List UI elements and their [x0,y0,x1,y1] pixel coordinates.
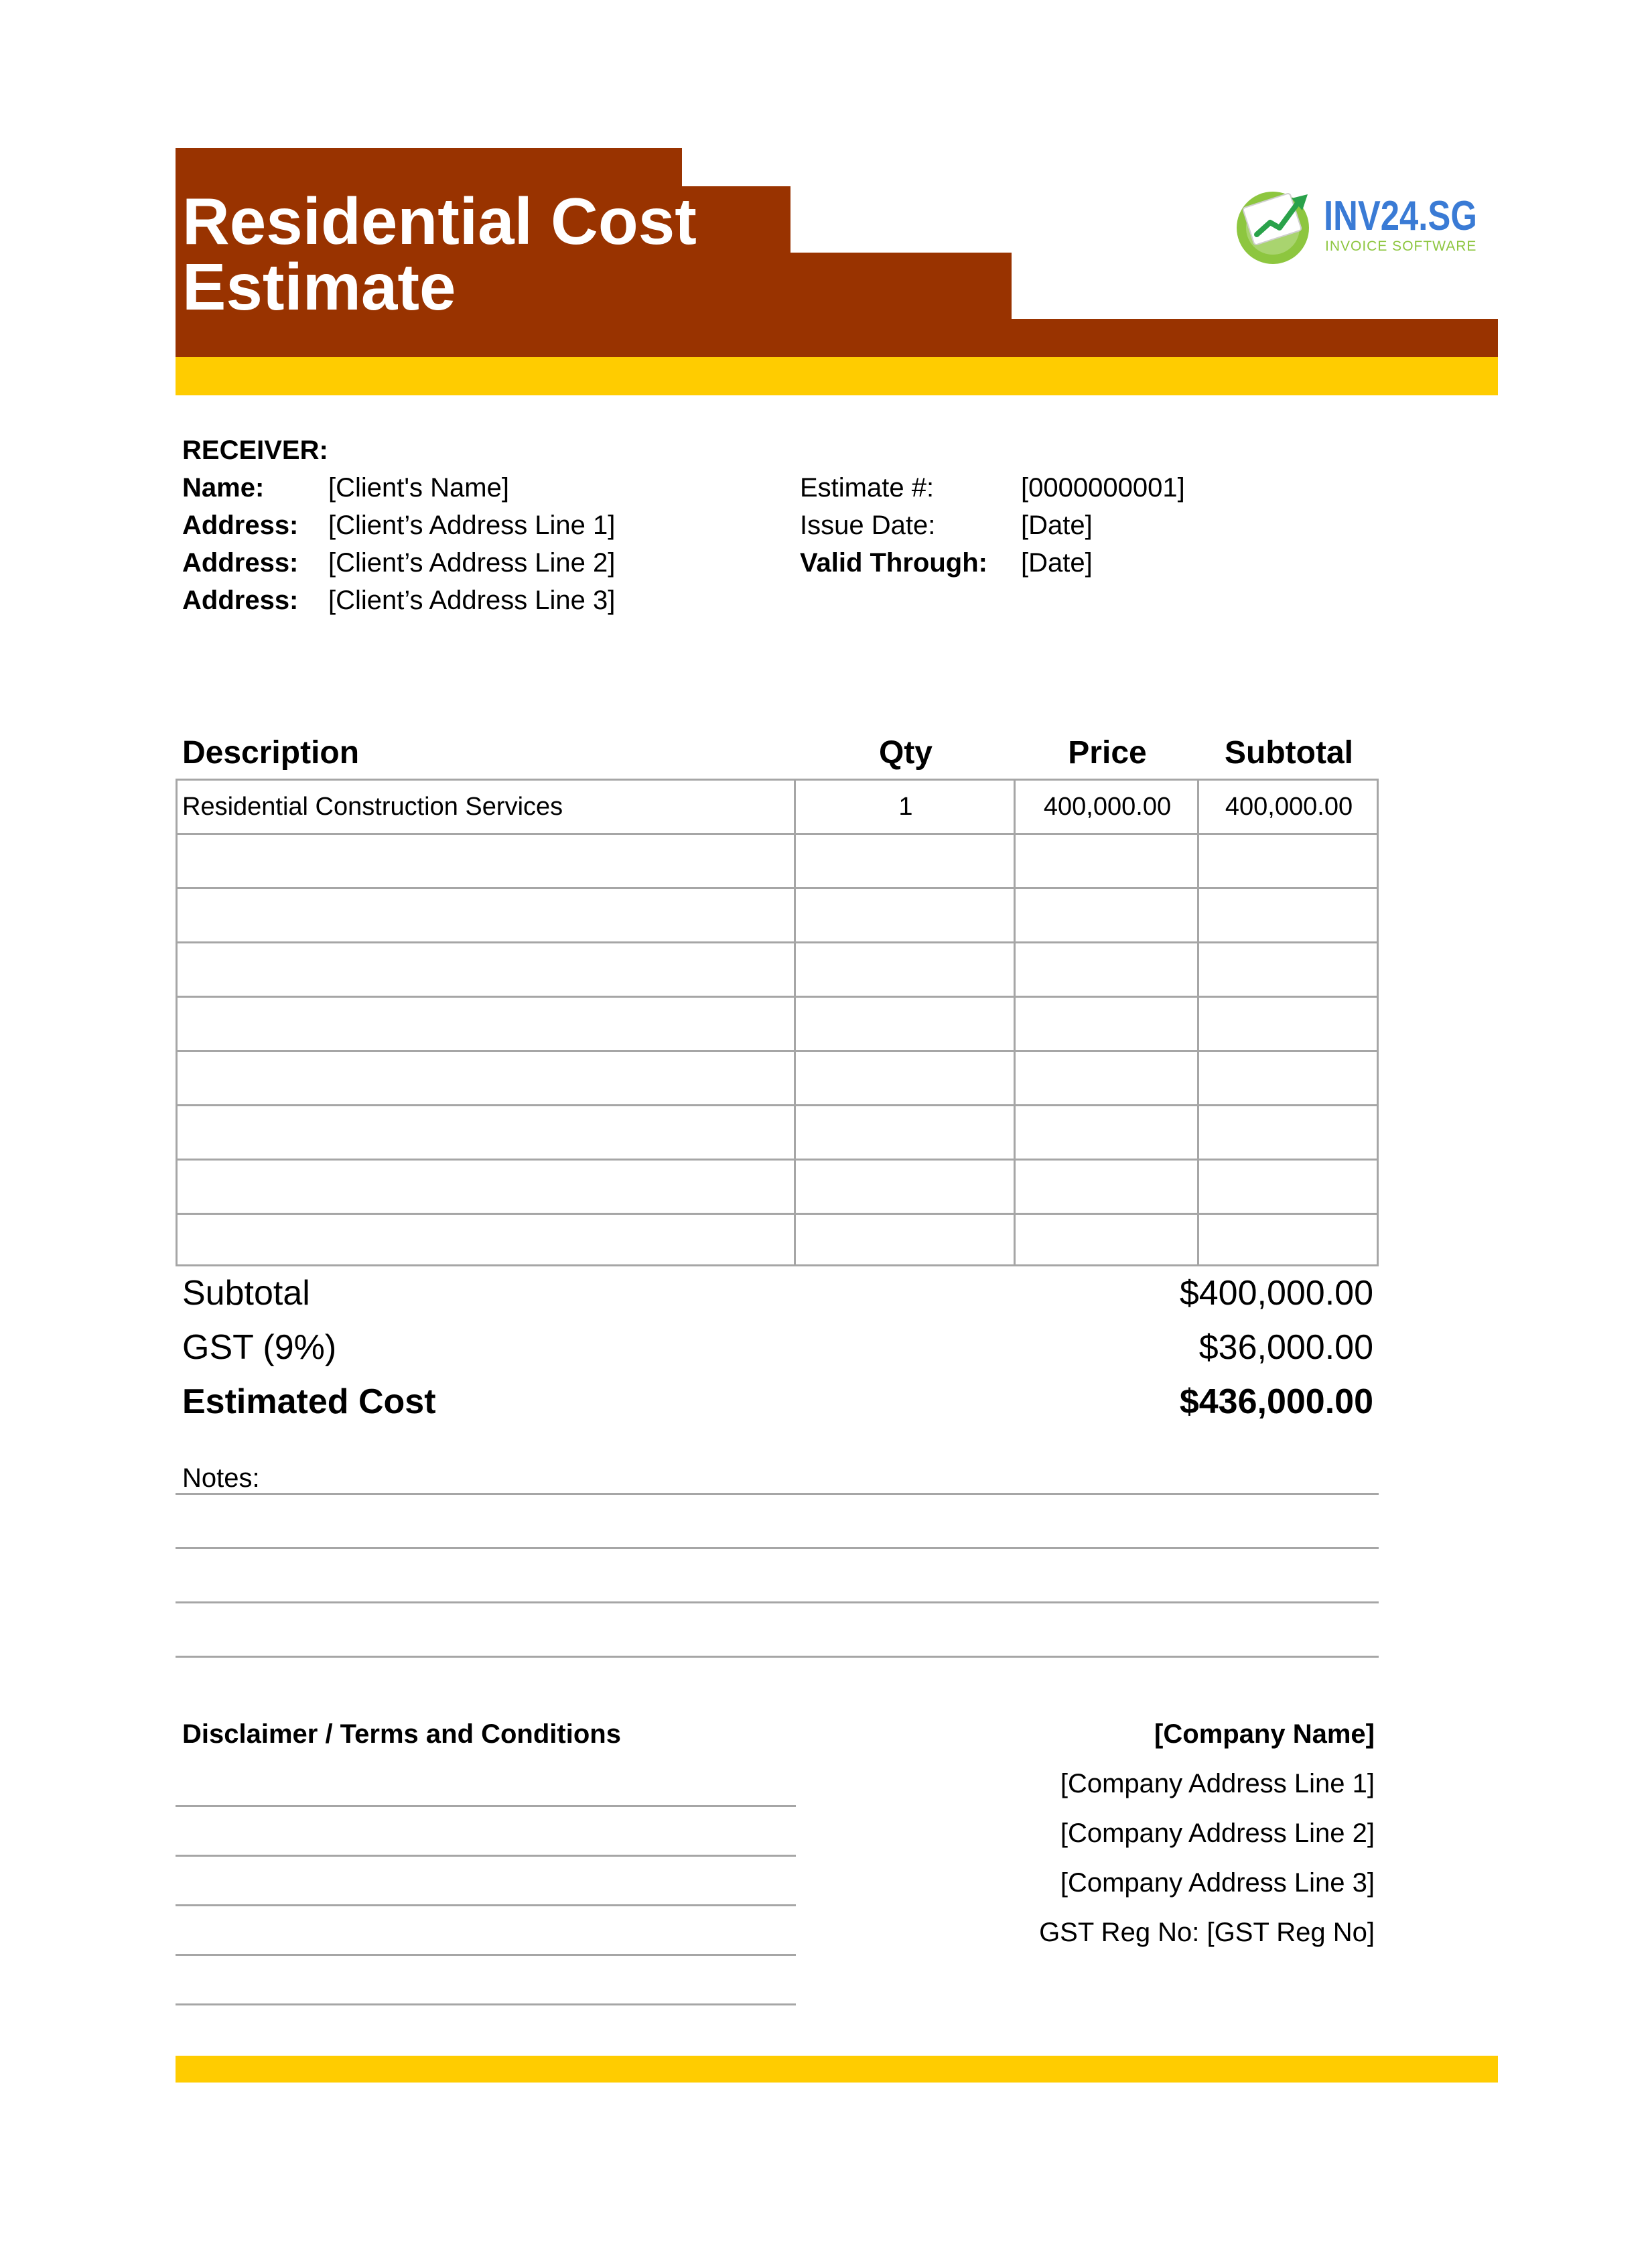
table-col-divider [1014,779,1016,1266]
row-subtotal: 400,000.00 [1225,793,1353,821]
page-title-line-1: Residential Cost [182,184,697,258]
header-yellow-band [176,357,1498,395]
receiver-address-line-3: [Client’s Address Line 3] [328,586,616,615]
receiver-address-label-1: Address: [182,511,299,540]
page-title-line-2: Estimate [182,250,456,324]
subtotal-value: $400,000.00 [1179,1274,1373,1313]
receiver-name-label: Name: [182,473,265,503]
table-row-divider [176,1159,1379,1161]
estimated-cost-value: $436,000.00 [1179,1382,1373,1421]
gst-value: $36,000.00 [1198,1328,1373,1367]
receiver-address-label-3: Address: [182,586,299,615]
notes-line [176,1547,1379,1549]
receiver-heading: RECEIVER: [182,436,328,465]
col-header-price: Price [1068,735,1147,771]
row-qty: 1 [898,793,913,821]
disclaimer-line [176,1904,796,1906]
receiver-name-value: [Client's Name] [328,473,509,503]
table-row-divider [176,1104,1379,1106]
table-col-divider [1197,779,1199,1266]
receiver-address-label-2: Address: [182,548,299,578]
notes-label: Notes: [182,1463,260,1493]
row-price: 400,000.00 [1043,793,1172,821]
company-name: [Company Name] [1154,1719,1375,1749]
table-row-divider [176,1213,1379,1215]
notes-line [176,1601,1379,1603]
gst-label: GST (9%) [182,1328,337,1367]
issue-date-value: [Date] [1021,511,1093,540]
row-description: Residential Construction Services [182,793,563,821]
disclaimer-line [176,1855,796,1857]
table-row-divider [176,996,1379,998]
issue-date-label: Issue Date: [800,511,936,540]
estimated-cost-label: Estimated Cost [182,1382,436,1421]
col-header-qty: Qty [878,735,933,771]
col-header-subtotal: Subtotal [1225,735,1353,771]
company-address-line-2: [Company Address Line 2] [1060,1819,1375,1848]
valid-through-value: [Date] [1021,548,1093,578]
company-logo [1233,182,1487,269]
disclaimer-line [176,1805,796,1807]
valid-through-label: Valid Through: [800,548,987,578]
col-header-description: Description [182,735,360,771]
logo-sub-text: INVOICE SOFTWARE [1325,239,1477,254]
company-address-line-1: [Company Address Line 1] [1060,1769,1375,1798]
notes-line [176,1493,1379,1495]
subtotal-label: Subtotal [182,1274,310,1313]
notes-line [176,1656,1379,1658]
disclaimer-label: Disclaimer / Terms and Conditions [182,1719,621,1749]
table-row-divider [176,941,1379,943]
disclaimer-line [176,1954,796,1956]
logo-main-text: INV24.SG [1324,193,1477,239]
table-col-divider [794,779,796,1266]
table-row-divider [176,887,1379,889]
estimate-number-label: Estimate #: [800,473,935,503]
receiver-address-line-1: [Client’s Address Line 1] [328,511,616,540]
logo-icon [1233,182,1320,269]
table-row-divider [176,833,1379,835]
receiver-address-line-2: [Client’s Address Line 2] [328,548,616,578]
company-address-line-3: [Company Address Line 3] [1060,1868,1375,1898]
table-row-divider [176,1050,1379,1052]
disclaimer-line [176,2003,796,2005]
footer-yellow-band [176,2056,1498,2083]
company-gst-reg: GST Reg No: [GST Reg No] [1039,1918,1375,1947]
estimate-number-value: [0000000001] [1021,473,1185,503]
